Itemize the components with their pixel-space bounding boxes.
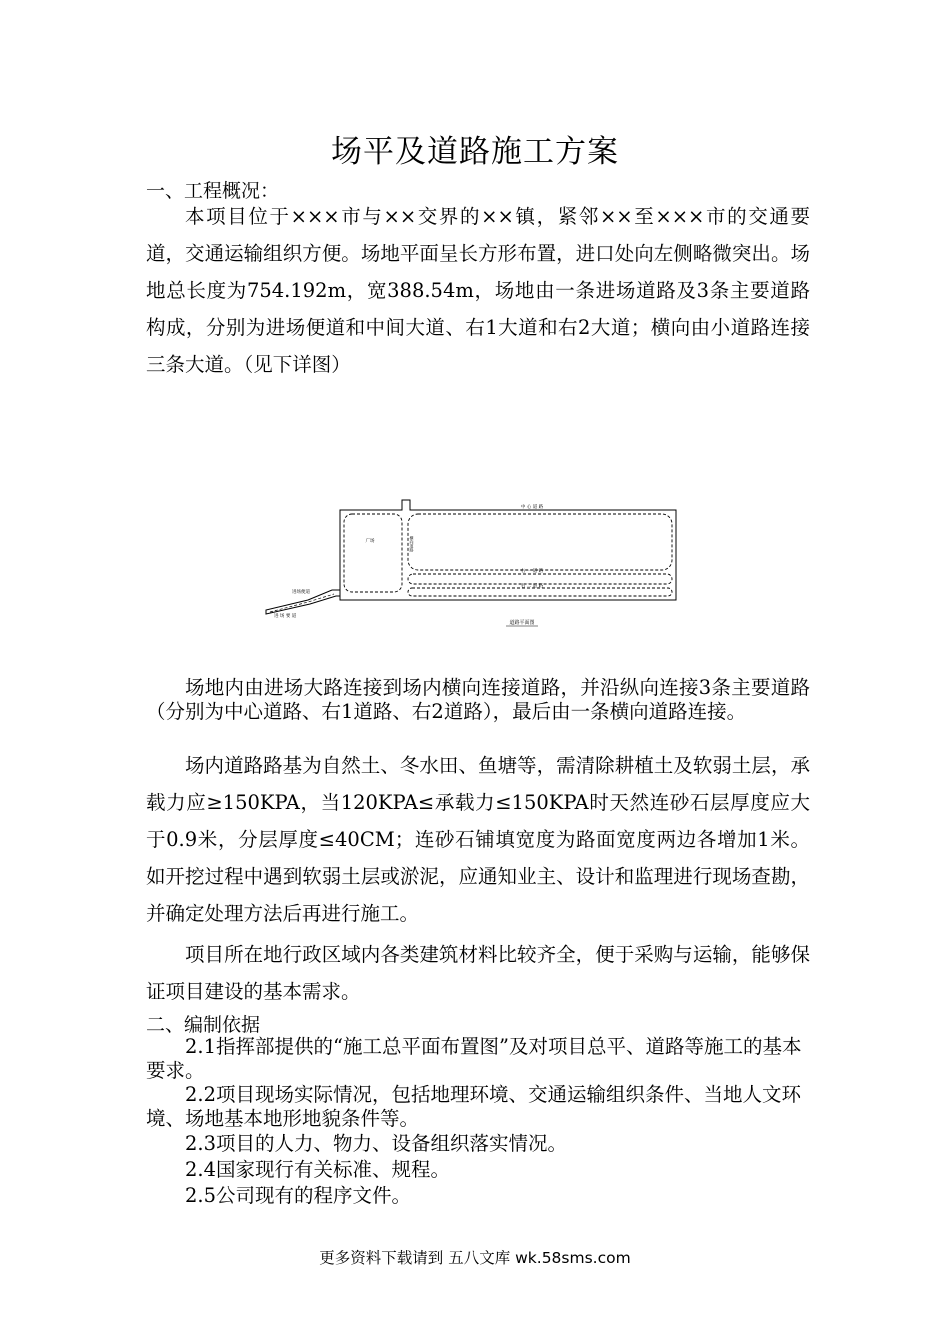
middle-block <box>408 574 672 584</box>
section-heading-basis: 二、编制依据 <box>146 1014 261 1036</box>
road-plan-figure <box>262 496 682 630</box>
upper-block <box>408 514 672 570</box>
lower-block <box>408 588 672 596</box>
label-right2-road: 右 二 道 路 <box>520 584 544 589</box>
basis-item-1: 2.1指挥部提供的“施工总平面布置图”及对项目总平、道路等施工的基本要求。 <box>146 1035 802 1082</box>
overview-paragraph: 本项目位于×××市与××交界的××镇，紧邻××至×××市的交通要道，交通运输组织方便。场地平面呈长方形布置，进口处向左侧略微突出。场地总长度为754.192m，宽388.54m，场地由一条进场道路及3条主要道路构成，分别为进场便道和中间大道、右1大道和右2大道；横向由小道路连接三条大道。（见下详图） <box>146 205 810 376</box>
label-plaza: 广场 <box>365 539 375 544</box>
label-access-lane: 进场便道 <box>292 590 310 595</box>
footer-text: 更多资料下载请到 五八文库 wk.58sms.com <box>319 1249 631 1267</box>
section-heading-overview: 一、工程概况： <box>146 180 280 202</box>
basis-item-3: 2.3项目的人力、物力、设备组织落实情况。 <box>185 1132 568 1155</box>
label-cross-road: 横向道路 <box>409 536 415 552</box>
road-connection-paragraph: 场地内由进场大路连接到场内横向连接道路，并沿纵向连接3条主要道路（分别为中心道路、右1道路、右2道路），最后由一条横向道路连接。 <box>146 676 810 723</box>
access-road-line <box>270 594 334 612</box>
basis-item-5: 2.5公司现有的程序文件。 <box>185 1184 412 1207</box>
subgrade-paragraph: 场内道路路基为自然土、冬水田、鱼塘等，需清除耕植土及软弱土层，承载力应≥150KPA，当120KPA≤承载力≤150KPA时天然连砂石层厚度应大于0.9米，分层厚度≤40CM；连砂石铺填宽度为路面宽度两边各增加1米。如开挖过程中遇到软弱土层或淤泥，应通知业主、设计和监理进行现场查勘，并确定处理方法后再进行施工。 <box>146 754 810 925</box>
label-center-road: 中 心 道 路 <box>520 505 544 510</box>
figure-caption: 道路平面图 <box>509 620 535 626</box>
document-title: 场平及道路施工方案 <box>331 134 619 170</box>
plaza-block <box>344 514 402 592</box>
materials-paragraph: 项目所在地行政区域内各类建筑材料比较齐全，便于采购与运输，能够保证项目建设的基本需求。 <box>146 943 810 1003</box>
basis-item-4: 2.4国家现行有关标准、规程。 <box>185 1158 451 1181</box>
label-access-road: 进 场 要 道 <box>274 614 297 619</box>
site-boundary <box>266 500 676 614</box>
label-right1-road: 右 一 道 路 <box>520 569 544 574</box>
basis-item-2: 2.2项目现场实际情况，包括地理环境、交通运输组织条件、当地人文环境、场地基本地形地貌条件等。 <box>146 1083 802 1130</box>
